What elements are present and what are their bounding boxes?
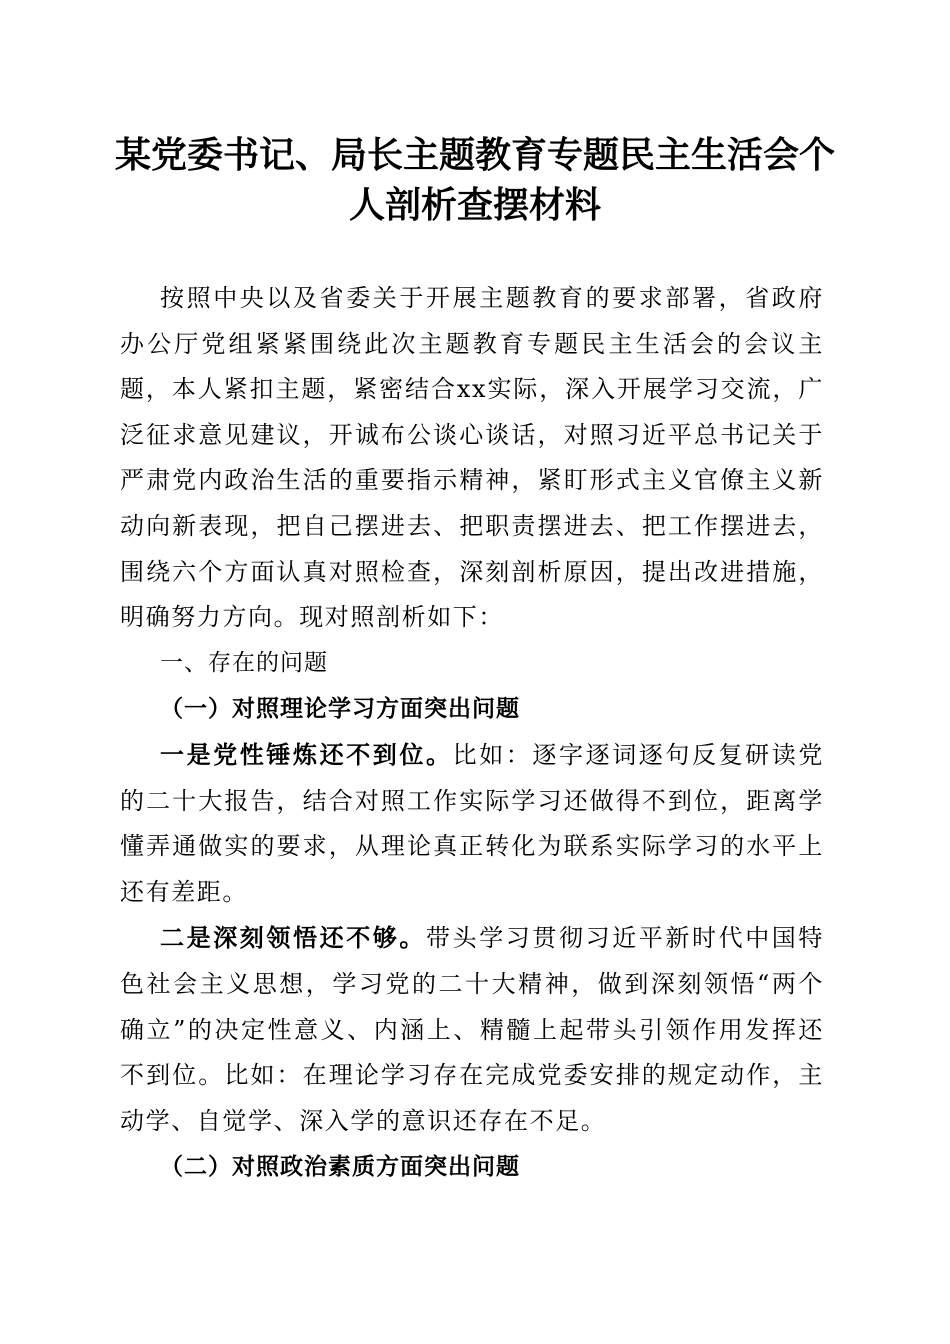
title-line-2: 人剖析查摆材料 [348, 184, 601, 226]
item-1-text: 比如：逐字逐词逐句反复研读党的二十大报告，结合对照工作实际学习还做得不到位，距离学懂弄通做实的要求，从理论真正转化为联系实际学习的水平上还有差距。 [120, 740, 824, 906]
item-2-lead: 二是深刻领悟还不够。 [160, 923, 426, 953]
document-title [100, 130, 850, 230]
item-paragraph-1 [120, 732, 824, 915]
item-paragraph-2 [120, 915, 824, 1144]
document-body [120, 276, 824, 1190]
intro-paragraph: 按照中央以及省委关于开展主题教育的要求部署，省政府办公厅党组紧紧围绕此次主题教育专题民主生活会的会议主题，本人紧扣主题，紧密结合xx实际，深入开展学习交流，广泛征求意见建议，开诚布公谈心谈话，对照习近平总书记关于严肃党内政治生活的重要指示精神，紧盯形式主义官僚主义新动向新表现，把自己摆进去、把职责摆进去、把工作摆进去，围绕六个方面认真对照检查，深刻剖析原因，提出改进措施，明确努力方向。现对照剖析如下： [120, 284, 824, 632]
section-heading-problems: 一、存在的问题 [160, 649, 328, 676]
subsection-heading-political: （二）对照政治素质方面突出问题 [160, 1153, 520, 1181]
item-2-text: 带头学习贯彻习近平新时代中国特色社会主义思想，学习党的二十大精神，做到深刻领悟“两个确立”的决定性意义、内涵上、精髓上起带头引领作用发挥还不到位。比如：在理论学习存在完成党委安排的规定动作，主动学、自觉学、深入学的意识还存在不足。 [120, 924, 824, 1135]
item-1-lead: 一是党性锤炼还不到位。 [160, 739, 453, 769]
title-line-1: 某党委书记、局长主题教育专题民主生活会个 [114, 134, 835, 176]
subsection-heading-theory: （一）对照理论学习方面突出问题 [160, 695, 520, 723]
